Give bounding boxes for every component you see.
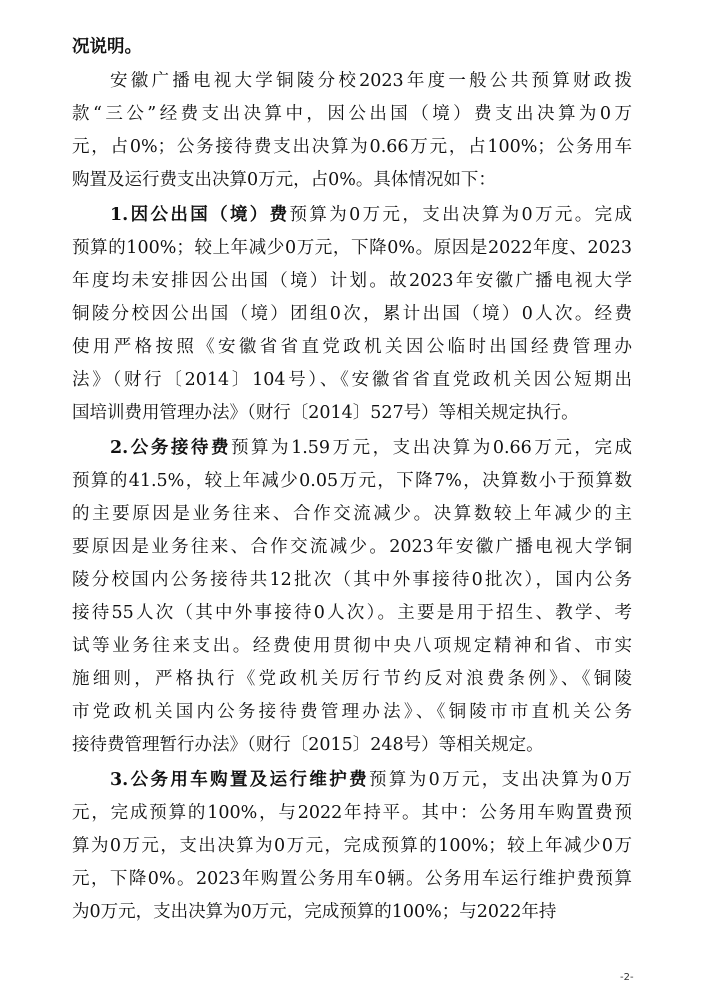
section-2-title: 2.公务接待费 <box>110 438 231 458</box>
paragraph-line: 接待费管理暂行办法》（财行〔2015〕248号）等相关规定。 <box>72 735 544 755</box>
paragraph-line: 购置及运行费支出决算0万元，占0%。具体情况如下： <box>72 170 496 190</box>
paragraph-line: 元，占0%；公务接待费支出决算为0.66万元，占100%；公务用车 <box>72 137 632 157</box>
section-3-title: 3.公务用车购置及运行维护费 <box>110 770 369 790</box>
paragraph-line: 法》（财行〔2014〕104号）、《安徽省省直党政机关因公短期出 <box>72 370 632 390</box>
paragraph-line: 元，下降0%。2023年购置公务用车0辆。公务用车运行维护费预算 <box>72 869 632 889</box>
paragraph-line: 预算的41.5%，较上年减少0.05万元，下降7%，决算数小于预算数 <box>72 471 632 491</box>
section-1-line: 1.因公出国（境）费预算为0万元，支出决算为0万元。完成 <box>110 205 632 225</box>
paragraph-line: 年度均未安排因公出国（境）计划。故2023年安徽广播电视大学 <box>72 271 632 291</box>
paragraph-line: 接待55人次（其中外事接待0人次）。主要是用于招生、教学、考 <box>72 603 632 623</box>
paragraph-line: 算为0万元，支出决算为0万元，完成预算的100%；较上年减少0万 <box>72 836 632 856</box>
paragraph-line: 款“三公”经费支出决算中，因公出国（境）费支出决算为0万 <box>72 104 632 124</box>
heading-continuation: 况说明。 <box>72 37 142 57</box>
paragraph-line: 元，完成预算的100%，与2022年持平。其中：公务用车购置费预 <box>72 803 632 823</box>
paragraph-line: 施细则，严格执行《党政机关厉行节约反对浪费条例》、《铜陵 <box>72 669 632 689</box>
section-2-line: 2.公务接待费预算为1.59万元，支出决算为0.66万元，完成 <box>110 438 632 458</box>
paragraph-line: 要原因是业务往来、合作交流减少。2023年安徽广播电视大学铜 <box>72 537 632 557</box>
paragraph-line: 铜陵分校因公出国（境）团组0次，累计出国（境）0人次。经费 <box>72 304 632 324</box>
paragraph-line: 市党政机关国内公务接待费管理办法》、《铜陵市市直机关公务 <box>72 702 632 722</box>
page-number: -2- <box>620 972 634 983</box>
paragraph-line: 为0万元，支出决算为0万元，完成预算的100%；与2022年持 <box>72 902 557 922</box>
paragraph-line: 预算的100%；较上年减少0万元，下降0%。原因是2022年度、2023 <box>72 238 632 258</box>
section-1-title: 1.因公出国（境）费 <box>110 205 290 225</box>
paragraph-line: 国培训费用管理办法》（财行〔2014〕527号）等相关规定执行。 <box>72 403 579 423</box>
paragraph-line: 使用严格按照《安徽省省直党政机关因公临时出国经费管理办 <box>72 337 632 357</box>
paragraph-line: 的主要原因是业务往来、合作交流减少。决算数较上年减少的主 <box>72 504 632 524</box>
section-3-line: 3.公务用车购置及运行维护费预算为0万元，支出决算为0万 <box>110 770 632 790</box>
paragraph-line: 安徽广播电视大学铜陵分校2023年度一般公共预算财政拨 <box>110 71 632 91</box>
paragraph-line: 陵分校国内公务接待共12批次（其中外事接待0批次），国内公务 <box>72 570 632 590</box>
paragraph-line: 试等业务往来支出。经费使用贯彻中央八项规定精神和省、市实 <box>72 636 632 656</box>
